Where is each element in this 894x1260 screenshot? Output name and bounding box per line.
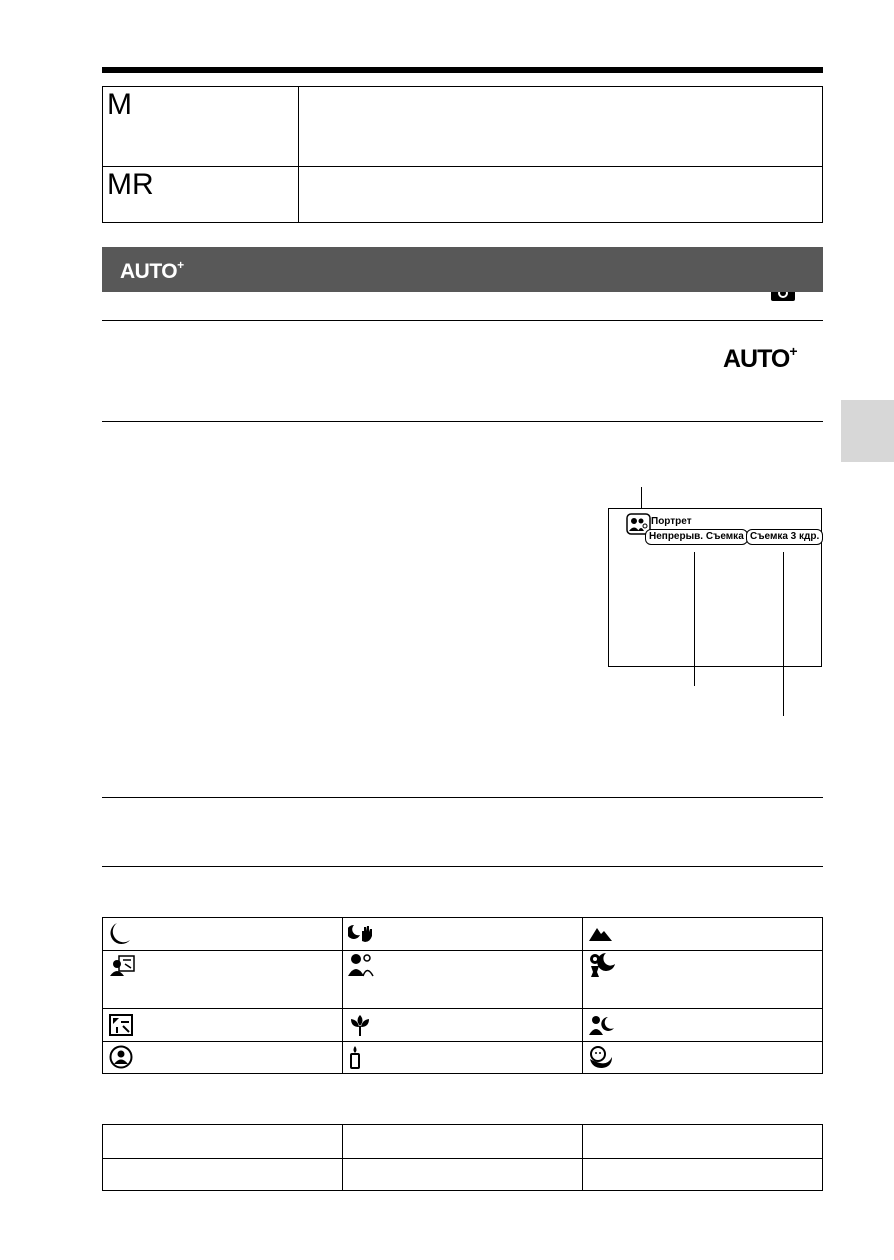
hand-held-night-icon (348, 923, 374, 943)
infant-icon (588, 1045, 614, 1069)
night-portrait-icon (588, 952, 616, 978)
auto-logo-text: AUTO (723, 345, 790, 373)
spotlight-portrait-icon (109, 1045, 133, 1069)
divider-2 (102, 421, 823, 422)
continuous-shooting-pill: Непрерыв. Съемка (645, 529, 748, 545)
callout-line-continuous (694, 552, 695, 686)
scene-row-divider-2 (103, 1008, 822, 1009)
backlight-portrait-icon (109, 955, 135, 977)
callout-line-three (783, 552, 784, 716)
section-title (120, 258, 184, 284)
landscape-icon (588, 926, 614, 942)
auto-logo-sup: + (789, 343, 797, 359)
night-portrait-tripod-icon (588, 1014, 616, 1036)
scene-col-divider-2 (582, 918, 583, 1073)
divider-3 (102, 797, 823, 798)
low-light-icon (348, 1045, 362, 1069)
camera-screen (608, 508, 822, 667)
auto-plus-logo (723, 343, 797, 374)
divider-4 (102, 866, 823, 867)
scene-label: Портрет (651, 516, 692, 527)
bottom-row-divider (103, 1158, 822, 1159)
mode-mr-symbol: MR (107, 168, 154, 201)
section-title-sup: + (177, 258, 184, 272)
top-rule (102, 67, 823, 73)
scene-col-divider-1 (342, 918, 343, 1073)
mode-row-m (103, 87, 822, 167)
scene-icon-table (102, 917, 823, 1074)
mode-table (102, 86, 823, 223)
mode-row-mr (103, 167, 822, 222)
backlight-icon (109, 1014, 133, 1036)
bottom-table (102, 1124, 823, 1191)
night-scene-icon (109, 922, 131, 946)
side-tab (841, 400, 894, 462)
macro-icon (348, 1013, 372, 1037)
three-frame-pill: Съемка 3 кдр. (746, 529, 823, 545)
scene-row-divider-3 (103, 1041, 822, 1042)
section-header (102, 247, 823, 292)
scene-row-divider-1 (103, 950, 822, 951)
portrait-icon (348, 952, 376, 978)
section-title-text: AUTO (120, 260, 178, 283)
divider-1 (102, 320, 823, 321)
mode-m-symbol: M (107, 88, 132, 121)
